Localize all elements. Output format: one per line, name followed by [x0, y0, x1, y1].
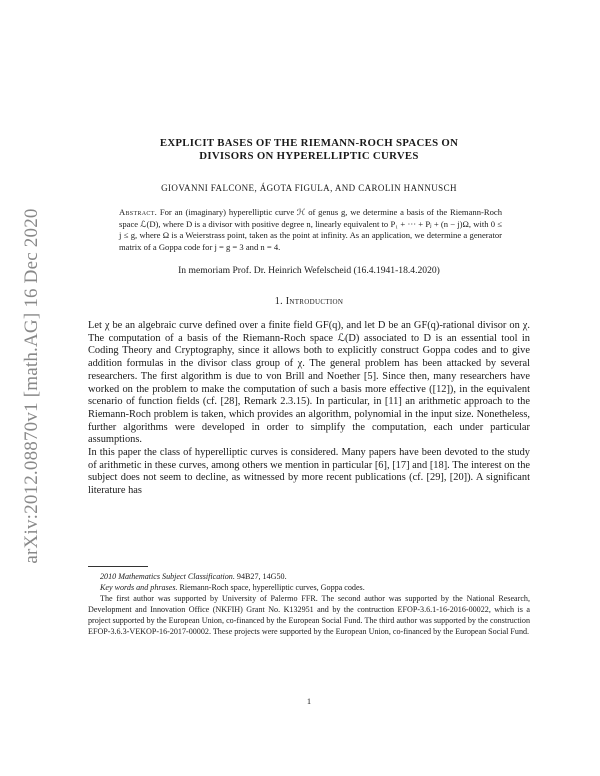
paper-title — [88, 137, 530, 163]
section-title: Introduction — [285, 296, 344, 307]
arxiv-identifier: arXiv:2012.08870v1 [math.AG] 16 Dec 2020 — [21, 208, 42, 564]
keywords-label: Key words and phrases. — [100, 582, 178, 592]
footnote-msc — [88, 572, 530, 583]
body-text — [88, 320, 530, 498]
abstract — [119, 207, 502, 254]
paragraph: In this paper the class of hyperelliptic curves is considered. Many papers have been devoted to the study of arithmetic in these curves, among others we mention in particular [6], [17] and [18]. The interest on the subject does not seem to decline, as witnessed by more recent publications (cf. [29], [20]). A significant literature has — [88, 447, 530, 497]
keywords-value: Riemann-Roch space, hyperelliptic curves, Goppa codes. — [179, 582, 365, 592]
footnote-funding: The first author was supported by University of Palermo FFR. The second author was supported by the National Research, Development and Innovation Office (NKFIH) Grant No. K132951 and by the contruction EFOP-3.6.1-16-2016-00022, which is a project supported by the European Union, co-financed by the European Social Fund. The third author was supported by the construction EFOP-3.6.3-VEKOP-16-2017-00002. These projects were supported by the European Union, co-financed by the European Social Fund. — [88, 593, 530, 636]
section-heading — [88, 296, 530, 307]
footnote-keywords — [88, 583, 530, 594]
msc-value: 94B27, 14G50. — [236, 572, 287, 581]
title-line-1: EXPLICIT BASES OF THE RIEMANN-ROCH SPACES ON — [159, 137, 459, 149]
msc-label: 2010 Mathematics Subject Classification. — [100, 572, 235, 581]
abstract-text: For an (imaginary) hyperelliptic curve ℋ of genus g, we determine a basis of the Riemann-Roch space ℒ(D), where D is a divisor with positive degree n, linearly equivalent to P₁ + ··· + Pⱼ + (n − j)Ω, with 0 ≤ j ≤ g, where Ω is a Weierstrass point, taken as the point at infinity. As an application, we determine a generator matrix of a Goppa code for j = g = 3 and n = 4. — [119, 207, 502, 253]
arxiv-sidebar — [20, 176, 44, 596]
footnotes — [88, 566, 530, 637]
page-number: 1 — [306, 696, 312, 706]
memoriam-dedication: In memoriam Prof. Dr. Heinrich Wefelscheid (16.4.1941-18.4.2020) — [178, 265, 440, 276]
title-line-2: DIVISORS ON HYPERELLIPTIC CURVES — [199, 150, 419, 162]
abstract-label: Abstract. — [119, 207, 158, 217]
section-number: 1. — [274, 296, 283, 307]
paragraph: Let χ be an algebraic curve defined over a finite field GF(q), and let D be an GF(q)-rational divisor on χ. The computation of a basis of the Riemann-Roch space ℒ(D) associated to D is an essential tool in Coding Theory and Cryptography, since it allows both to explicitly construct Goppa codes and to give addition formulas in the divisor class group of χ. The general problem has been attacked by several researchers. The first algorithm is due to von Brill and Noether [5]. Since then, many researchers have worked on the problem to make the computation of such a basis more effective ([12]), in the equivalent scenario of function fields (cf. [28], Remark 2.3.15). In particular, in [11] an arithmetic approach to the Riemann-Roch problem is taken, which provides an algorithm, polynomial in the input size. Nonetheless, further algorithms were developed in order to simplify the computation, each under particular assumptions. — [88, 320, 530, 446]
footnote-rule — [88, 566, 148, 567]
author-list: GIOVANNI FALCONE, ÁGOTA FIGULA, AND CAROLIN HANNUSCH — [161, 183, 457, 193]
